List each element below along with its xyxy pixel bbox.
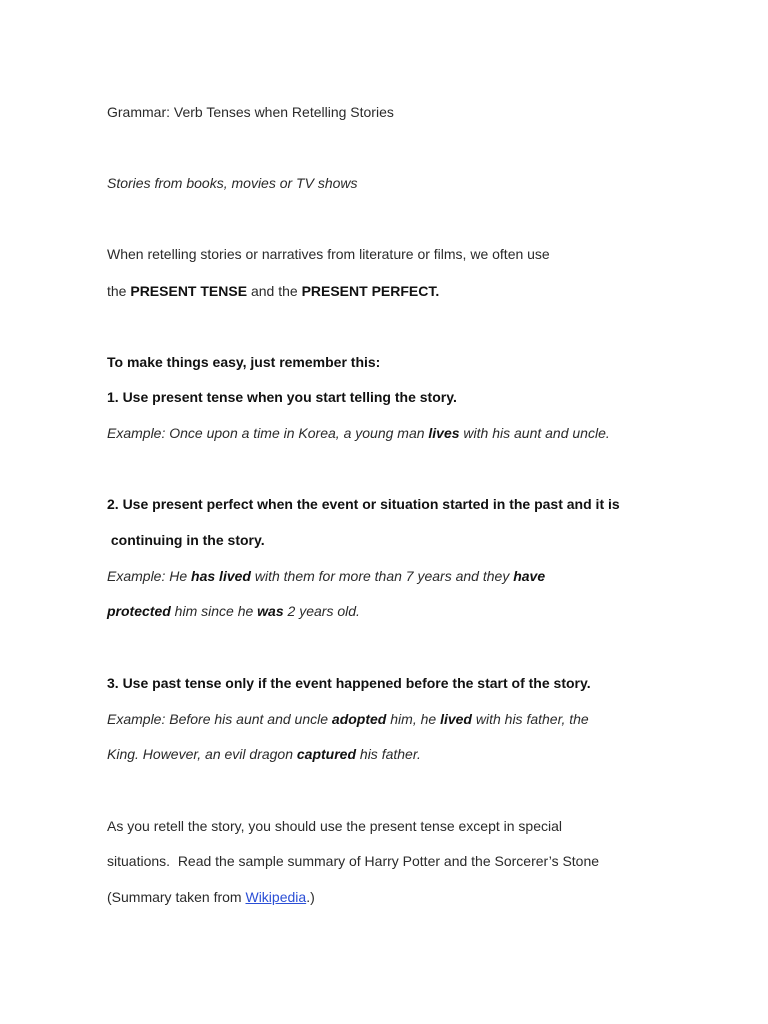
remember-heading: To make things easy, just remember this: xyxy=(107,354,381,370)
example-text: Example: He xyxy=(107,568,192,584)
rule-2-heading-line-2: continuing in the story. xyxy=(107,532,265,548)
example-text: Example: Once upon a time in Korea, a young man xyxy=(107,425,429,441)
present-perfect-term: PRESENT PERFECT. xyxy=(301,283,440,299)
example-text: Example: Before his aunt and uncle xyxy=(107,711,332,727)
example-text: King. However, an evil dragon xyxy=(107,746,297,762)
intro-text: the xyxy=(107,283,131,299)
doc-title: Grammar: Verb Tenses when Retelling Stories xyxy=(107,104,394,120)
doc-subtitle: Stories from books, movies or TV shows xyxy=(107,175,358,191)
rule-1-heading: 1. Use present tense when you start telling the story. xyxy=(107,389,457,405)
example-verb: have xyxy=(513,568,546,584)
closing-line-1: As you retell the story, you should use the present tense except in special xyxy=(107,818,562,834)
example-text: with his aunt and uncle. xyxy=(459,425,610,441)
rule-2-example-line-1 xyxy=(107,566,545,586)
rule-2-heading-line-1: 2. Use present perfect when the event or situation started in the past and it is xyxy=(107,496,620,512)
intro-line-2 xyxy=(107,281,439,301)
example-verb: protected xyxy=(107,603,171,619)
intro-text: and the xyxy=(247,283,302,299)
example-text: him since he xyxy=(170,603,258,619)
closing-line-3 xyxy=(107,887,315,907)
rule-2-example-line-2 xyxy=(107,601,360,621)
example-verb: was xyxy=(257,603,284,619)
wikipedia-link[interactable]: Wikipedia xyxy=(245,889,307,905)
present-tense-term: PRESENT TENSE xyxy=(130,283,248,299)
example-verb: captured xyxy=(296,746,357,762)
rule-3-example-line-2 xyxy=(107,744,421,764)
example-verb: lived xyxy=(440,711,472,727)
example-text: his father. xyxy=(356,746,421,762)
rule-1-example xyxy=(107,423,610,443)
example-verb: adopted xyxy=(331,711,387,727)
example-text: 2 years old. xyxy=(283,603,360,619)
intro-line-1: When retelling stories or narratives from literature or films, we often use xyxy=(107,246,550,262)
rule-3-example-line-1 xyxy=(107,709,589,729)
example-verb: has lived xyxy=(191,568,251,584)
example-verb: lives xyxy=(428,425,460,441)
closing-line-2: situations. Read the sample summary of Harry Potter and the Sorcerer’s Stone xyxy=(107,853,600,869)
closing-text: .) xyxy=(306,889,315,905)
example-text: with them for more than 7 years and they xyxy=(250,568,514,584)
rule-3-heading: 3. Use past tense only if the event happened before the start of the story. xyxy=(107,675,591,691)
example-text: him, he xyxy=(386,711,441,727)
closing-text: (Summary taken from xyxy=(107,889,246,905)
example-text: with his father, the xyxy=(471,711,589,727)
